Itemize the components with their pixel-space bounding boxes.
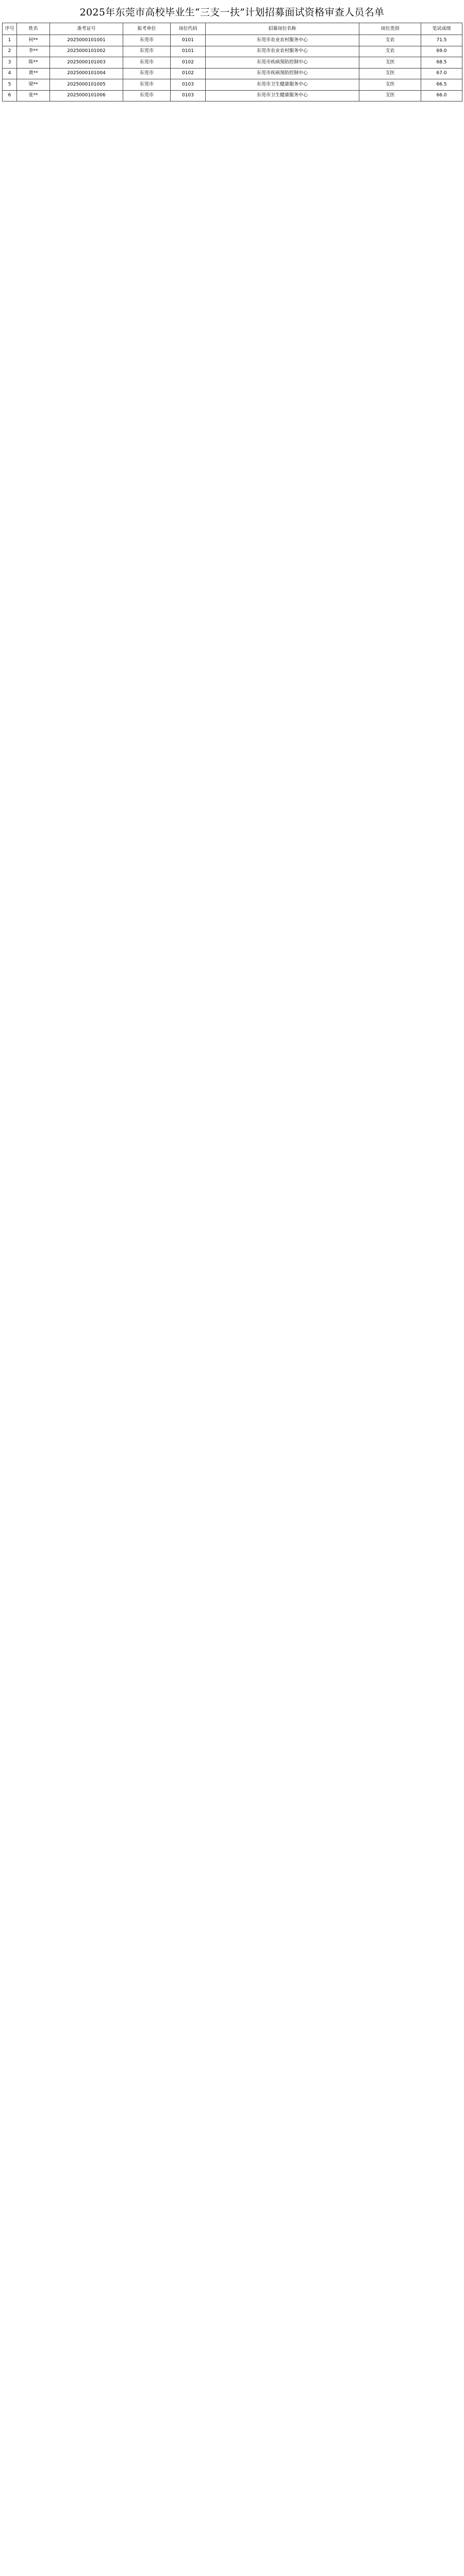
column-header: 岗位代码 [171, 23, 206, 35]
table-cell: 东莞市 [123, 46, 171, 57]
column-header: 笔试成绩 [421, 23, 462, 35]
candidate-table [2, 23, 462, 101]
table-cell: 2025000101005 [50, 79, 123, 91]
table-cell: 支医 [359, 68, 421, 79]
table-cell: 李** [17, 46, 50, 57]
table-cell: 2025000101003 [50, 57, 123, 69]
table-cell: 6 [3, 90, 17, 101]
column-header: 报考单位 [123, 23, 171, 35]
table-cell: 支农 [359, 46, 421, 57]
table-row [3, 90, 462, 101]
table-row [3, 68, 462, 79]
table-row [3, 57, 462, 69]
table-cell: 0103 [171, 90, 206, 101]
table-cell: 0102 [171, 57, 206, 69]
table-cell: 东莞市 [123, 57, 171, 69]
table-cell: 0101 [171, 46, 206, 57]
table-cell: 2025000101004 [50, 68, 123, 79]
table-cell: 张** [17, 90, 50, 101]
column-header: 岗位类别 [359, 23, 421, 35]
table-cell: 支农 [359, 35, 421, 46]
table-cell: 68.5 [421, 57, 462, 69]
table-cell: 东莞市农业农村服务中心 [206, 46, 359, 57]
table-cell: 何** [17, 35, 50, 46]
table-row [3, 79, 462, 91]
table-cell: 2 [3, 46, 17, 57]
table-cell: 支医 [359, 79, 421, 91]
document-title: 2025年东莞市高校毕业生“三支一扶”计划招募面试资格审查人员名单 [79, 7, 385, 18]
table-cell: 支医 [359, 57, 421, 69]
column-header: 姓名 [17, 23, 50, 35]
table-cell: 梁** [17, 79, 50, 91]
column-header: 准考证号 [50, 23, 123, 35]
table-row [3, 46, 462, 57]
table-cell: 2025000101001 [50, 35, 123, 46]
table-cell: 支医 [359, 90, 421, 101]
table-cell: 东莞市卫生健康服务中心 [206, 90, 359, 101]
table-cell: 东莞市 [123, 79, 171, 91]
table-header-row [3, 23, 462, 35]
table-cell: 0103 [171, 79, 206, 91]
table-cell: 2025000101002 [50, 46, 123, 57]
table-cell: 5 [3, 79, 17, 91]
table-cell: 3 [3, 57, 17, 69]
table-cell: 东莞市疾病预防控制中心 [206, 68, 359, 79]
table-cell: 4 [3, 68, 17, 79]
table-cell: 黄** [17, 68, 50, 79]
table-cell: 0102 [171, 68, 206, 79]
table-cell: 东莞市 [123, 90, 171, 101]
table-cell: 东莞市卫生健康服务中心 [206, 79, 359, 91]
table-row [3, 35, 462, 46]
table-cell: 东莞市 [123, 35, 171, 46]
table-cell: 陈** [17, 57, 50, 69]
column-header: 招募岗位名称 [206, 23, 359, 35]
table-cell: 0101 [171, 35, 206, 46]
table-cell: 69.0 [421, 46, 462, 57]
table-cell: 东莞市疾病预防控制中心 [206, 57, 359, 69]
table-cell: 66.0 [421, 90, 462, 101]
table-cell: 2025000101006 [50, 90, 123, 101]
table-cell: 67.0 [421, 68, 462, 79]
table-cell: 东莞市 [123, 68, 171, 79]
column-header: 序号 [3, 23, 17, 35]
table-cell: 东莞市农业农村服务中心 [206, 35, 359, 46]
table-cell: 66.5 [421, 79, 462, 91]
table-cell: 71.5 [421, 35, 462, 46]
table-cell: 1 [3, 35, 17, 46]
